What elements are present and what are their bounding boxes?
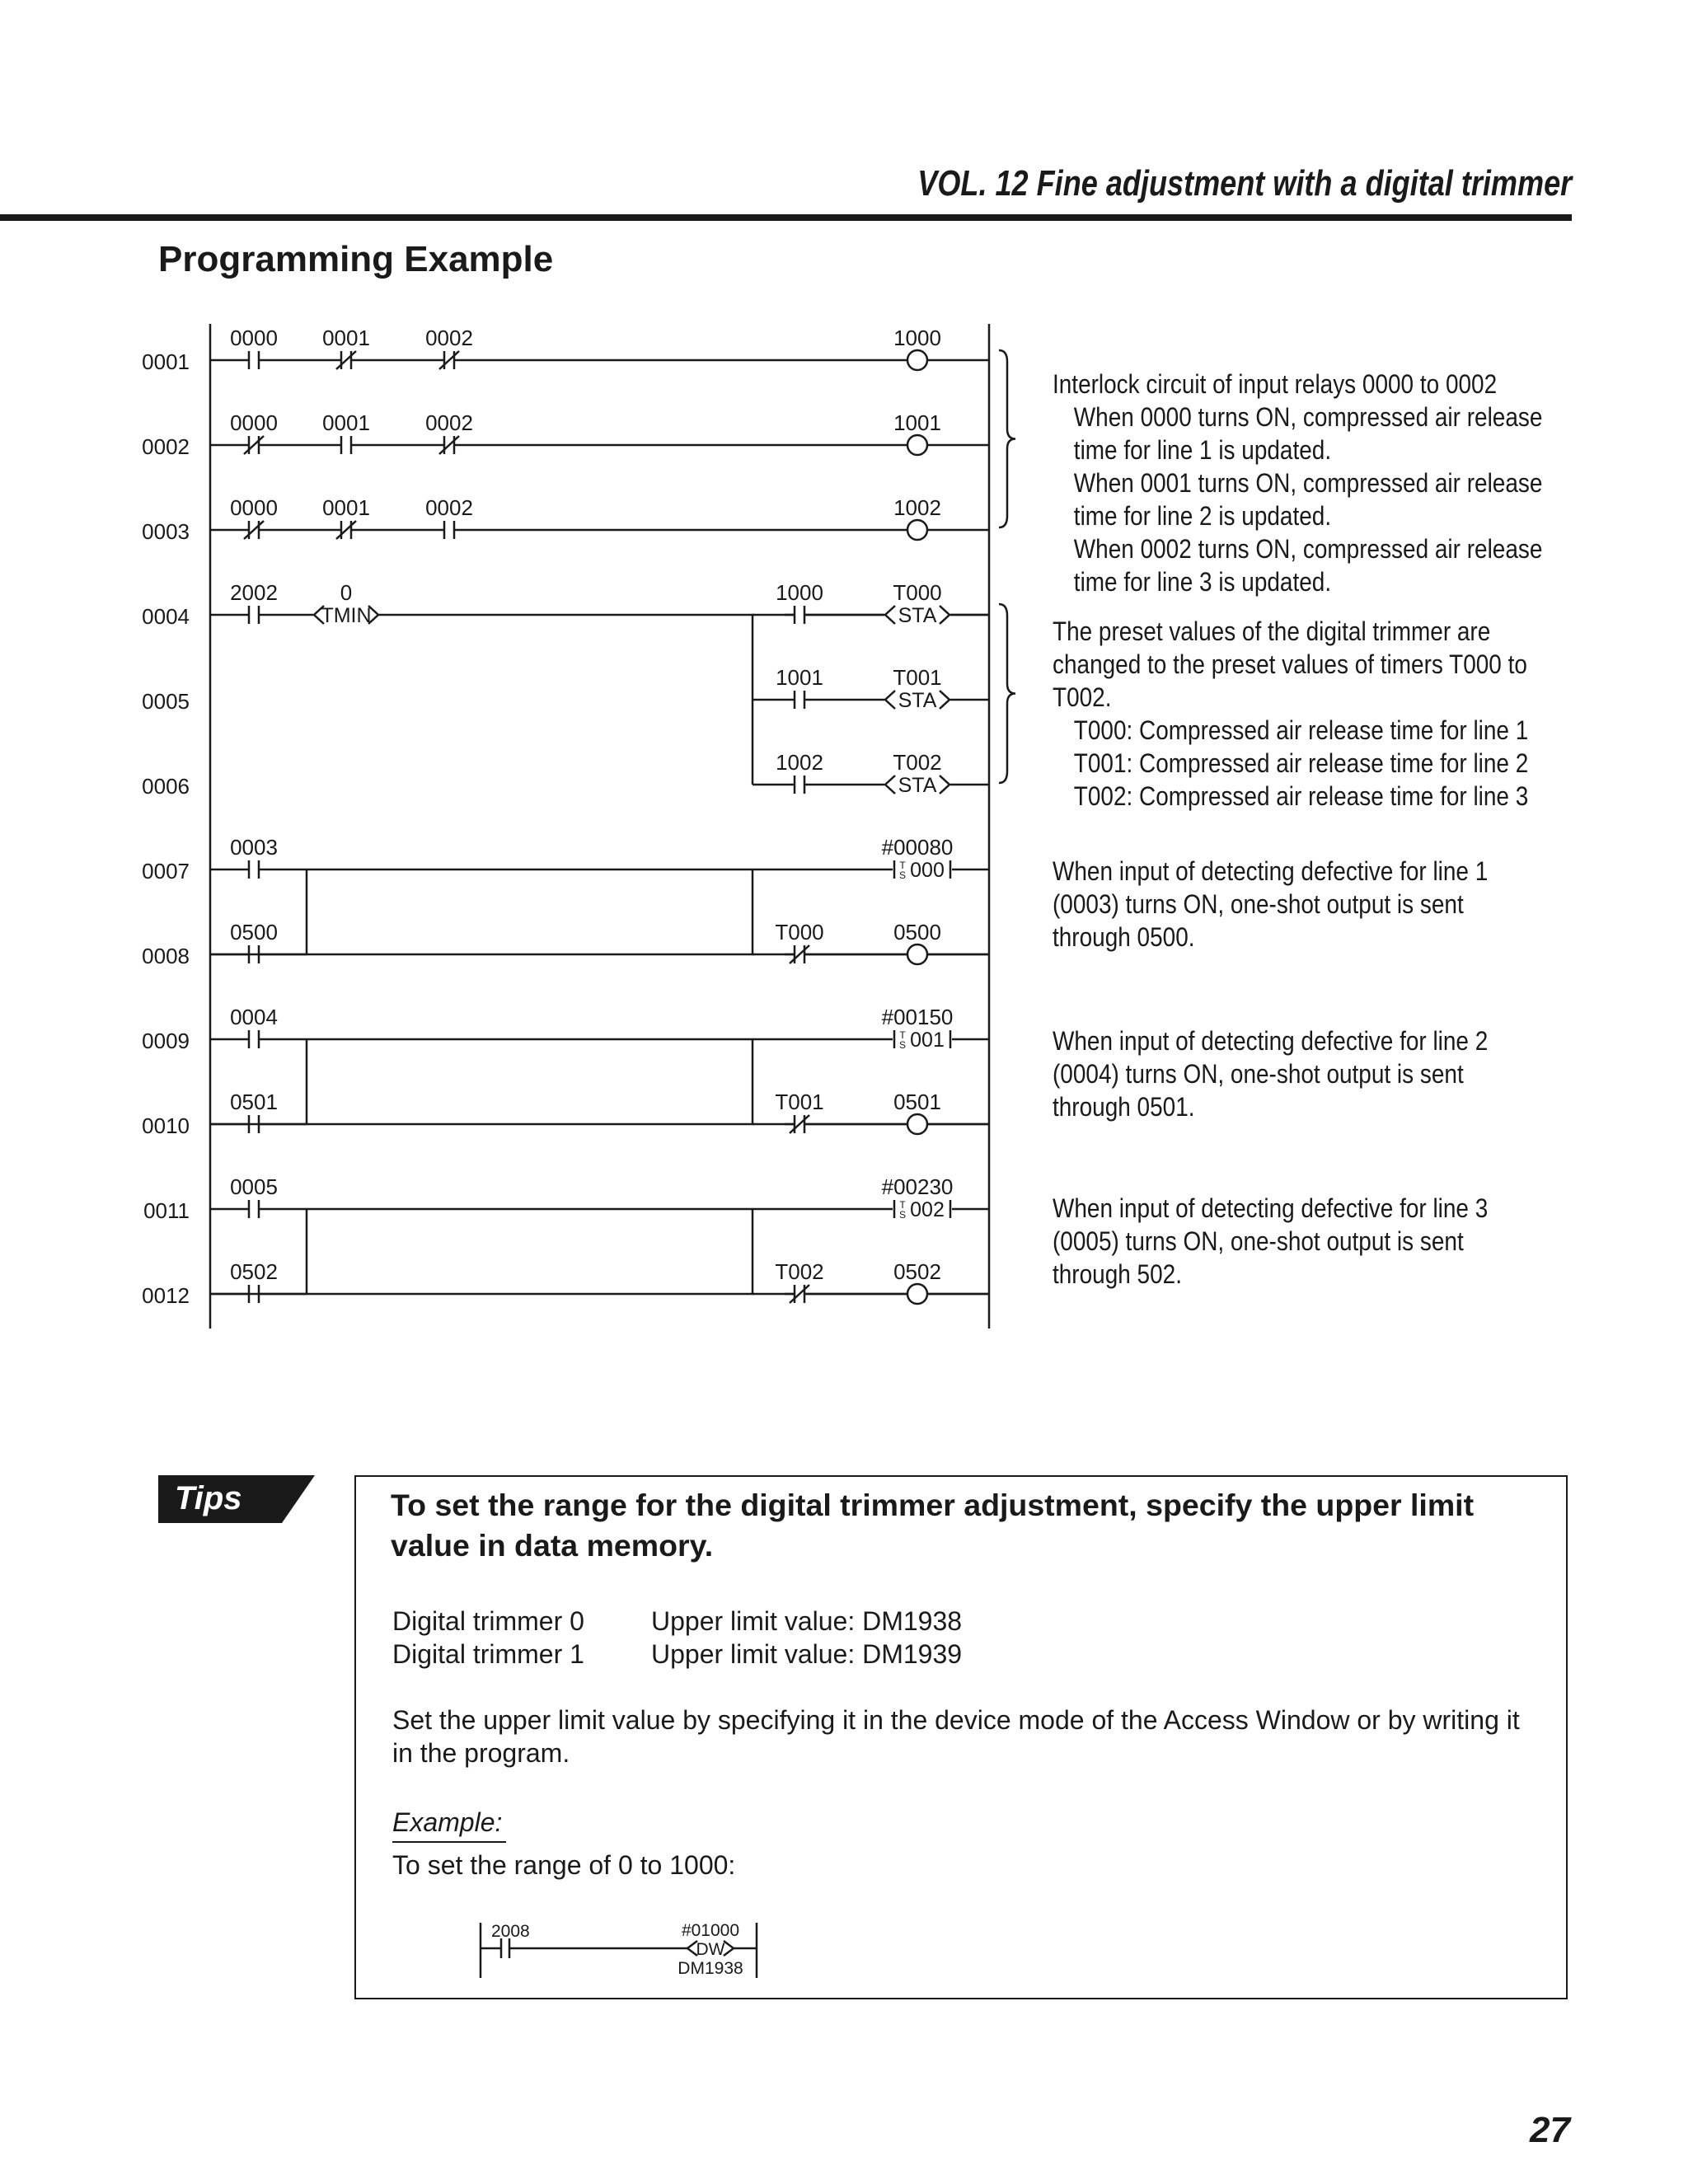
timer-preset: #00230 <box>881 1174 954 1199</box>
sta-instruction: STA <box>898 774 937 797</box>
desc-line: time for line 2 is updated. <box>1073 501 1332 531</box>
desc-line: (0005) turns ON, one-shot output is sent <box>1053 1226 1464 1256</box>
desc-line: When 0002 turns ON, compressed air release <box>1073 534 1543 564</box>
contact-label: 0002 <box>425 495 473 520</box>
step-number: 0008 <box>142 944 190 968</box>
desc-line: When input of detecting defective for line 2 <box>1053 1026 1489 1056</box>
contact-label: 2002 <box>230 580 278 605</box>
desc-line: When input of detecting defective for line 1 <box>1053 856 1489 886</box>
timer-prefix-bottom: S <box>898 1039 907 1051</box>
contact-label: 0001 <box>322 326 370 350</box>
branch-contact-label: 1000 <box>776 580 823 605</box>
desc-line: through 0500. <box>1053 922 1195 952</box>
tips-badge <box>158 1475 315 1523</box>
output-label: T002 <box>893 750 942 775</box>
step-number: 0004 <box>142 604 190 629</box>
branch-contact-label: 1001 <box>776 665 823 690</box>
contact-gap <box>341 443 351 448</box>
desc-line: Interlock circuit of input relays 0000 to 0002 <box>1053 369 1498 399</box>
contact-label: 0003 <box>230 835 278 860</box>
example-contact-label: 2008 <box>491 1922 530 1941</box>
page-number: 27 <box>1530 2110 1570 2150</box>
contact-label: 0500 <box>230 920 278 944</box>
desc-line: When 0001 turns ON, compressed air release <box>1073 468 1543 498</box>
preset-brace <box>999 604 1015 783</box>
tips-heading: To set the range for the digital trimmer adjustment, specify the upper limit value in data memory. <box>391 1488 1475 1563</box>
output-label: 1000 <box>893 326 941 350</box>
contact-gap <box>249 612 259 617</box>
desc-line: time for line 1 is updated. <box>1073 435 1332 465</box>
desc-line: T002. <box>1053 682 1112 712</box>
example-value-label: #01000 <box>681 1921 740 1940</box>
trimmer-name: Digital trimmer 1 <box>392 1639 584 1669</box>
step-number: 0007 <box>142 859 190 883</box>
timer-preset: #00080 <box>881 835 954 860</box>
contact-label: 0001 <box>322 410 370 435</box>
timer-prefix-top: T <box>899 1199 906 1211</box>
desc-line: When 0000 turns ON, compressed air release <box>1073 402 1543 432</box>
trimmer-name: Digital trimmer 0 <box>392 1606 584 1636</box>
tips-row <box>392 1638 963 1671</box>
contact-label: 0501 <box>230 1090 278 1114</box>
branch-contact-label: T000 <box>775 920 824 944</box>
contact-label: 0000 <box>230 326 278 350</box>
contact-label: 0004 <box>230 1005 278 1029</box>
trimmer-limit: Upper limit value: DM1939 <box>651 1639 963 1669</box>
branch-contact-label: 1002 <box>776 750 823 775</box>
output-label: 0502 <box>893 1259 941 1284</box>
example-mnemonic: DW <box>696 1940 725 1959</box>
step-number: 0003 <box>142 519 190 544</box>
desc-line: T002: Compressed air release time for line 3 <box>1073 781 1529 811</box>
output-label: 0500 <box>893 920 941 944</box>
timer-name: 000 <box>910 859 945 882</box>
contact-label: 0502 <box>230 1259 278 1284</box>
step-number: 0005 <box>142 689 190 714</box>
step-number: 0012 <box>142 1283 190 1308</box>
tips-example-underline <box>392 1841 506 1843</box>
step-number: 0009 <box>142 1029 190 1053</box>
output-label: 1002 <box>893 495 941 520</box>
desc-line1-output <box>1053 855 1488 954</box>
contact-gap <box>249 1207 259 1212</box>
instr-operand: 0 <box>340 580 353 605</box>
step-number: 0002 <box>142 434 190 459</box>
trimmer-limit: Upper limit value: DM1938 <box>651 1606 963 1636</box>
timer-name: 002 <box>910 1198 945 1221</box>
desc-preset <box>1053 615 1528 813</box>
tips-range-text: To set the range of 0 to 1000: <box>392 1850 736 1880</box>
desc-line: The preset values of the digital trimmer are <box>1053 616 1491 646</box>
step-number: 0001 <box>142 349 190 374</box>
timer-prefix-bottom: S <box>898 1209 907 1221</box>
desc-line: T001: Compressed air release time for line 2 <box>1073 748 1529 778</box>
desc-line: T000: Compressed air release time for line 1 <box>1073 715 1529 745</box>
tmin-instruction: TMIN <box>321 604 372 627</box>
timer-prefix-top: T <box>899 1029 906 1041</box>
output-label: T001 <box>893 665 942 690</box>
contact-label: 0002 <box>425 326 473 350</box>
contact-label: 0000 <box>230 495 278 520</box>
output-coil <box>907 350 927 370</box>
branch-contact-label: T002 <box>775 1259 824 1284</box>
branch-contact-label: T001 <box>775 1090 824 1114</box>
output-coil <box>907 520 927 540</box>
desc-line3-output <box>1053 1192 1488 1291</box>
contact-gap <box>444 527 454 532</box>
desc-line: (0004) turns ON, one-shot output is sent <box>1053 1059 1464 1089</box>
output-coil <box>907 944 927 964</box>
desc-line: through 502. <box>1053 1259 1182 1289</box>
contact-gap <box>249 867 259 872</box>
desc-line: time for line 3 is updated. <box>1073 567 1332 597</box>
contact-gap <box>795 612 804 617</box>
tips-row <box>392 1605 963 1638</box>
desc-line: through 0501. <box>1053 1092 1195 1122</box>
header-title: VOL. 12 Fine adjustment with a digital trimmer <box>917 163 1572 204</box>
output-label: 0501 <box>893 1090 941 1114</box>
desc-line: changed to the preset values of timers T000 to <box>1053 649 1527 679</box>
contact-label: 0000 <box>230 410 278 435</box>
output-coil <box>907 435 927 455</box>
contact-gap <box>249 1037 259 1042</box>
step-number: 0006 <box>142 774 190 799</box>
sta-instruction: STA <box>898 604 937 627</box>
output-coil <box>907 1114 927 1134</box>
timer-prefix-bottom: S <box>898 869 907 881</box>
desc-interlock <box>1053 368 1542 598</box>
example-target: DM1938 <box>678 1959 743 1978</box>
desc-line2-output <box>1053 1024 1488 1123</box>
output-label: T000 <box>893 580 942 605</box>
output-coil <box>907 1284 927 1304</box>
desc-line: When input of detecting defective for line 3 <box>1053 1193 1489 1223</box>
contact-gap <box>795 782 804 787</box>
tips-paragraph: Set the upper limit value by specifying it in the device mode of the Access Window or by writing it in the program. <box>392 1705 1520 1768</box>
desc-line: (0003) turns ON, one-shot output is sent <box>1053 889 1464 919</box>
section-title: Programming Example <box>158 239 554 279</box>
step-number: 0011 <box>143 1198 190 1223</box>
contact-gap <box>249 358 259 363</box>
output-label: 1001 <box>893 410 941 435</box>
tips-label: Tips <box>175 1480 242 1516</box>
interlock-brace <box>999 350 1015 527</box>
contact-label: 0002 <box>425 410 473 435</box>
contact-gap <box>795 697 804 702</box>
timer-name: 001 <box>910 1029 945 1052</box>
step-number: 0010 <box>142 1113 190 1138</box>
timer-prefix-top: T <box>899 860 906 871</box>
contact-label: 0005 <box>230 1174 278 1199</box>
tips-example-label: Example: <box>392 1807 503 1837</box>
timer-preset: #00150 <box>881 1005 954 1029</box>
sta-instruction: STA <box>898 689 937 712</box>
contact-label: 0001 <box>322 495 370 520</box>
